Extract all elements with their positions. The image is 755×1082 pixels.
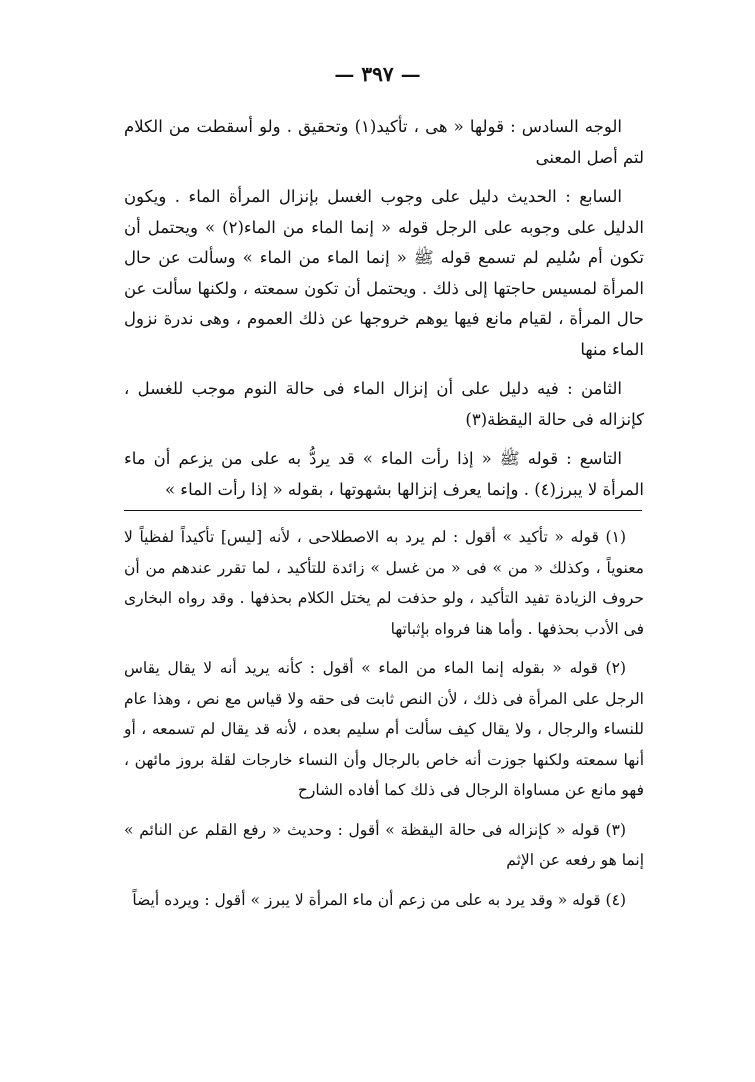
paragraph-seventh: السابع : الحديث دليل على وجوب الغسل بإنزال المرأة الماء . ويكون الدليل على وجوبه على الرجل قوله « إنما الماء من الماء(٢) » ويحتمل أن تكون أم سُليم لم تسمع قوله ﷺ « إنما الماء من الماء » وسألت عن حال المرأة لمسيس حاجتها إلى ذلك . ويحتمل أن تكون سمعته ، ولكنها سألت عن حال المرأة ، لقيام مانع فيها يوهم خروجها عن ذلك العموم ، وهى ندرة نزول الماء منها	[124, 187, 645, 359]
main-text	[124, 112, 644, 514]
page-number: — ٣٩٧ —	[334, 62, 421, 86]
footnote-2: (٢) قوله « بقوله إنما الماء من الماء » أقول : كأنه يريد أنه لا يقال يقاس الرجل على المرأة فى ذلك ، لأن النص ثابت فى حقه ولا قياس مع نص ، وهذا عام للنساء والرجال ، ولا يقال كيف سألت أم سليم بعده ، لأنه قد يقال لم تسمعه ، أو أنها سمعته ولكنها جوزت أنه خاص بالرجال وأن النساء خارجات لقلة بروز مائهن ، فهو مانع عن مساواة الرجال فى ذلك كما أفاده الشارح	[124, 659, 644, 799]
footnotes	[124, 522, 644, 924]
paragraph-sixth: الوجه السادس : قولها « هى ، تأكيد(١) وتحقيق . ولو أسقطت من الكلام لتم أصل المعنى	[124, 117, 644, 167]
footnote-3: (٣) قوله « كإنزاله فى حالة اليقظة » أقول : وحديث « رفع القلم عن النائم » إنما هو رفعه عن الإثم	[124, 820, 644, 869]
paragraph-eighth: الثامن : فيه دليل على أن إنزال الماء فى حالة النوم موجب للغسل ، كإنزاله فى حالة اليقظة(٣)	[124, 379, 644, 429]
paragraph-ninth: التاسع : قوله ﷺ « إذا رأت الماء » قد يردُّ به على من يزعم أن ماء المرأة لا يبرز(٤) . وإنما يعرف إنزالها بشهوتها ، بقوله « إذا رأت الماء »	[124, 449, 644, 499]
footnote-4: (٤) قوله « وقد يرد به على من زعم أن ماء المرأة لا يبرز » أقول : ويرده أيضاً	[132, 890, 626, 909]
footnote-1: (١) قوله « تأكيد » أقول : لم يرد به الاصطلاحى ، لأنه [ليس] تأكيداً لفظياً لا معنوياً ، وكذلك « من » فى « من غسل » زائدة للتأكيد ، لما تقرر عندهم من أن حروف الزيادة تفيد التأكيد ، ولو حذفت لم يختل الكلام بحذفها . وقد رواه البخارى فى الأدب بحذفها . وأما هنا فرواه بإثباتها	[124, 528, 644, 638]
footnote-divider	[124, 510, 642, 511]
